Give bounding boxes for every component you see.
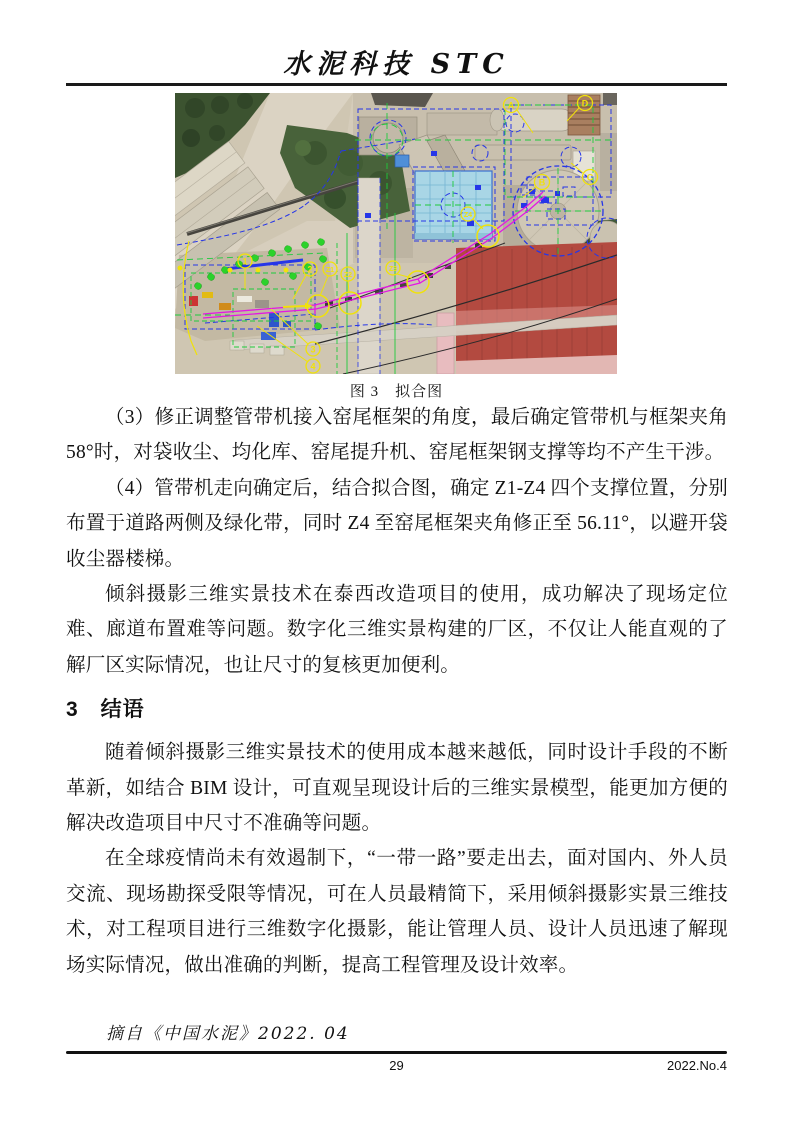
svg-text:C: C [586, 172, 594, 183]
footer-rule [66, 1051, 727, 1054]
svg-text:D: D [581, 98, 589, 109]
article-body [66, 400, 728, 1044]
svg-text:B: B [538, 177, 546, 188]
paragraph-point-3: （3）修正调整管带机接入窑尾框架的角度，最后确定管带机与框架夹角 58°时，对袋收尘、均化库、窑尾提升机、窑尾框架钢支撑等均不产生干涉。 [66, 407, 728, 464]
svg-text:Z4: Z4 [463, 212, 473, 219]
page-number: 29 [389, 1058, 404, 1073]
paragraph-point-4: （4）管带机走向确定后，结合拟合图，确定 Z1-Z4 四个支撑位置，分别布置于道路两侧及绿化带，同时 Z4 至窑尾框架夹角修正至 56.11°，以避开袋收尘器楼梯。 [66, 477, 728, 570]
svg-text:1: 1 [242, 256, 248, 267]
figure-caption: 图 3 拟合图 [349, 384, 444, 400]
svg-text:Z2: Z2 [343, 272, 353, 279]
header-rule [66, 83, 727, 86]
citation: 摘自《中国水泥》2022. 04 [106, 1024, 350, 1045]
svg-text:A: A [507, 100, 515, 111]
paragraph-summary: 倾斜摄影三维实景技术在泰西改造项目的使用，成功解决了现场定位难、廊道布置难等问题。数字化三维实景构建的厂区，不仅让人能直观的了解厂区实际情况，也让尺寸的复核更加便利。 [66, 584, 728, 676]
paragraph-conclusion-2: 在全球疫情尚未有效遏制下，“一带一路”要走出去，面对国内、外人员交流、现场勘探受限等情况，可在人员最精简下，采用倾斜摄影实景三维技术，对工程项目进行三维数字化摄影，能让管理人员、设计人员迅速了解现场实际情况，做出准确的判断，提高工程管理及设计效率。 [66, 848, 728, 976]
svg-text:Z1: Z1 [325, 267, 335, 274]
paragraph-conclusion-1: 随着倾斜摄影三维实景技术的使用成本越来越低，同时设计手段的不断革新，如结合 BIM 设计，可直观呈现设计后的三维实景模型，能更加方便的解决改造项目中尺寸不准确等问题。 [66, 742, 728, 835]
section-heading-conclusion: 3 结语 [66, 698, 145, 722]
issue-number: 2022.No.4 [667, 1058, 727, 1073]
aerial-cad-overlay-image [175, 93, 617, 374]
svg-text:4: 4 [310, 361, 316, 372]
svg-text:2: 2 [307, 264, 313, 275]
journal-title: 水泥科技 STC [283, 49, 510, 80]
fitting-diagram-figure [175, 93, 617, 374]
svg-text:Z3: Z3 [388, 266, 398, 273]
svg-text:3: 3 [310, 344, 316, 355]
